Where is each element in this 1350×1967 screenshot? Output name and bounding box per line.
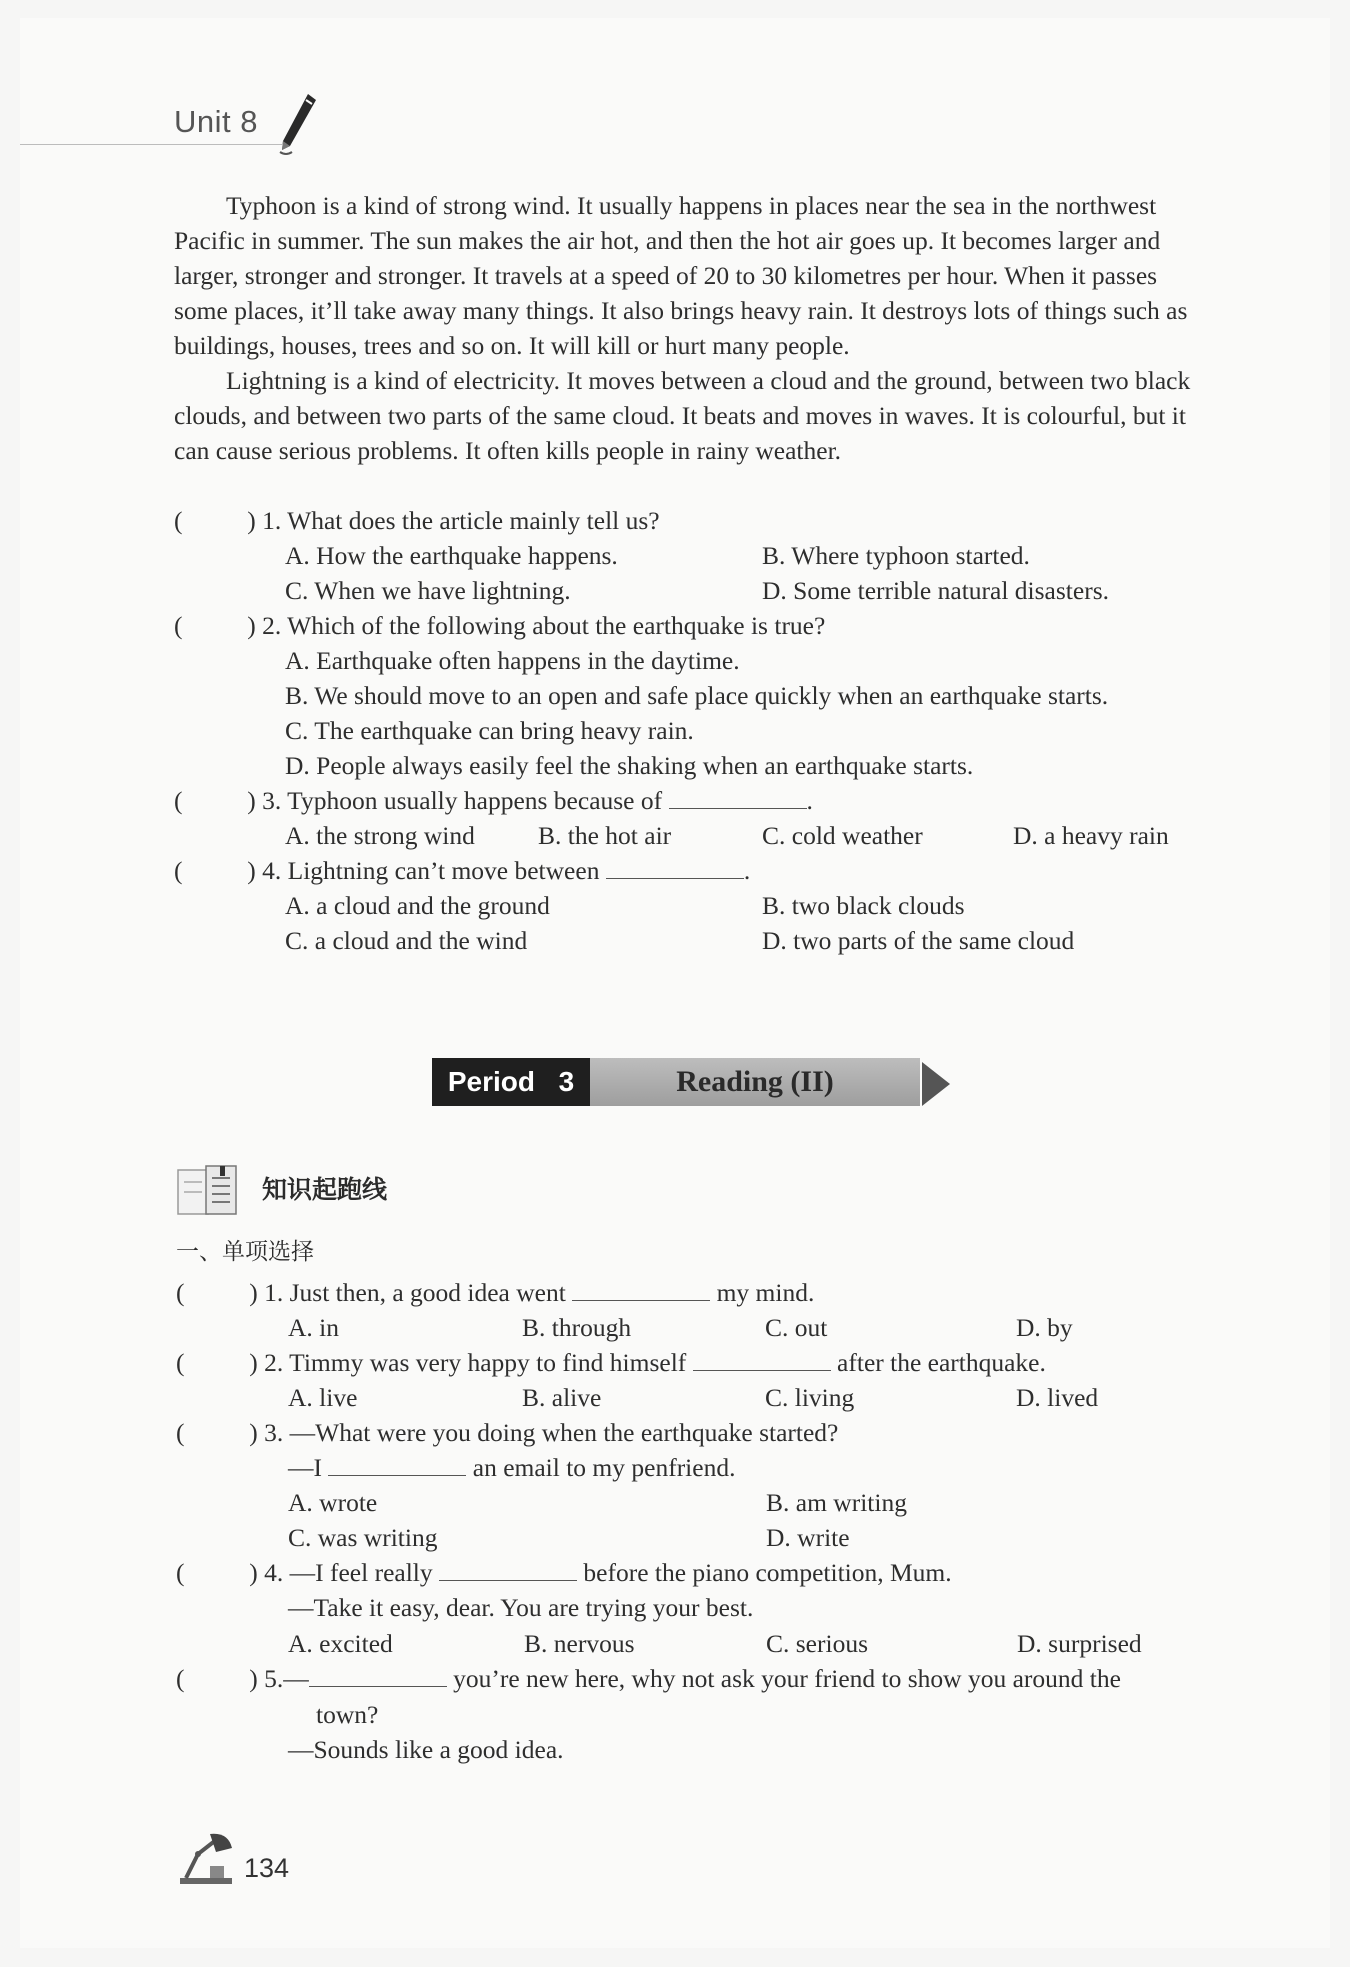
fill-blank[interactable] bbox=[439, 1556, 577, 1581]
option-c: C. was writing bbox=[288, 1523, 438, 1552]
question-end: . bbox=[806, 786, 813, 815]
answer-paren-close: ) bbox=[249, 1418, 258, 1447]
reading-q1 bbox=[174, 503, 660, 538]
section-subtitle: 一、单项选择 bbox=[176, 1239, 314, 1265]
option-d: D. two parts of the same cloud bbox=[762, 926, 1075, 955]
answer-paren-open: ( bbox=[176, 1664, 185, 1693]
option-c: C. a cloud and the wind bbox=[285, 926, 528, 955]
answer-paren-close: ) bbox=[247, 611, 256, 640]
option-c: C. out bbox=[765, 1313, 828, 1342]
passage bbox=[174, 188, 1206, 468]
page-number: 134 bbox=[244, 1853, 290, 1883]
option-c: C. The earthquake can bring heavy rain. bbox=[285, 716, 694, 745]
fill-blank[interactable] bbox=[309, 1662, 447, 1687]
option-a: A. Earthquake often happens in the daytime. bbox=[285, 646, 740, 675]
option-d: D. write bbox=[766, 1523, 850, 1552]
section-title: 知识起跑线 bbox=[262, 1175, 388, 1204]
option-d: D. surprised bbox=[1017, 1629, 1142, 1658]
option-b: B. We should move to an open and safe place quickly when an earthquake starts. bbox=[285, 681, 1109, 710]
dialogue-start: — bbox=[283, 1664, 309, 1693]
option-b: B. alive bbox=[522, 1383, 602, 1412]
question-stem: you’re new here, why not ask your friend to show you around the bbox=[453, 1664, 1121, 1693]
answer-paren-open: ( bbox=[176, 1558, 185, 1587]
fill-blank[interactable] bbox=[328, 1451, 466, 1476]
answer-paren-close: ) bbox=[249, 1558, 258, 1587]
answer-paren-open: ( bbox=[176, 1348, 185, 1377]
answer-paren-close: ) bbox=[249, 1278, 258, 1307]
question-stem-cont: town? bbox=[316, 1700, 379, 1729]
option-a: A. the strong wind bbox=[285, 821, 475, 850]
question-stem: —What were you doing when the earthquake started? bbox=[289, 1418, 839, 1447]
fill-blank[interactable] bbox=[693, 1346, 831, 1371]
passage-paragraph-1: Typhoon is a kind of strong wind. It usually happens in places near the sea in the northwest Pacific in summer. The sun makes the air hot, and then the hot air goes up. It becomes larger and larger, stronger and stronger. It travels at a speed of 20 to 30 kilometres per hour. When it passes some places, it’ll take away many things. It also brings heavy rain. It destroys lots of things such as buildings, houses, trees and so on. It will kill or hurt many people. bbox=[174, 191, 1188, 360]
choice-q2 bbox=[176, 1345, 1046, 1380]
answer-paren-close: ) bbox=[249, 1348, 258, 1377]
option-d: D. lived bbox=[1016, 1383, 1099, 1412]
answer-paren-open: ( bbox=[176, 1278, 185, 1307]
option-b: B. two black clouds bbox=[762, 891, 965, 920]
period-number: 3 bbox=[558, 1066, 575, 1097]
option-c: C. cold weather bbox=[762, 821, 923, 850]
option-d: D. People always easily feel the shaking when an earthquake starts. bbox=[285, 751, 974, 780]
question-stem: 4. Lightning can’t move between bbox=[262, 856, 600, 885]
arrow-right-icon bbox=[922, 1062, 952, 1106]
fill-blank[interactable] bbox=[669, 784, 807, 809]
answer-paren-open: ( bbox=[174, 611, 183, 640]
option-a: A. How the earthquake happens. bbox=[285, 541, 618, 570]
option-b: B. am writing bbox=[766, 1488, 907, 1517]
option-c: C. living bbox=[765, 1383, 855, 1412]
question-stem: —I feel really bbox=[289, 1558, 433, 1587]
reading-q4 bbox=[174, 853, 750, 888]
question-number: 5. bbox=[264, 1664, 284, 1693]
question-stem-end: my mind. bbox=[716, 1278, 815, 1307]
answer-paren-open: ( bbox=[174, 506, 183, 535]
header-rule bbox=[20, 144, 282, 145]
answer-paren-open: ( bbox=[174, 856, 183, 885]
option-c: C. serious bbox=[766, 1629, 868, 1658]
fill-blank[interactable] bbox=[572, 1276, 710, 1301]
question-stem: 3. Typhoon usually happens because of bbox=[262, 786, 663, 815]
passage-paragraph-2: Lightning is a kind of electricity. It moves between a cloud and the ground, between two black clouds, and between two parts of the same cloud. It beats and moves in waves. It is colourful, but it can cause serious problems. It often kills people in rainy weather. bbox=[174, 366, 1191, 465]
question-number: 3. bbox=[264, 1418, 284, 1447]
question-number: 1. bbox=[264, 1278, 284, 1307]
option-b: B. nervous bbox=[524, 1629, 635, 1658]
question-end: . bbox=[743, 856, 751, 885]
unit-title: Unit 8 bbox=[174, 104, 258, 139]
question-stem-end: an email to my penfriend. bbox=[472, 1453, 736, 1482]
period-label: Period bbox=[447, 1066, 535, 1097]
choice-q5 bbox=[176, 1661, 1121, 1696]
period-label-box bbox=[432, 1058, 590, 1106]
choice-q4 bbox=[176, 1555, 952, 1590]
option-d: D. Some terrible natural disasters. bbox=[762, 576, 1109, 605]
option-d: D. by bbox=[1016, 1313, 1073, 1342]
dialogue-reply: —Sounds like a good idea. bbox=[288, 1735, 564, 1764]
choice-q1 bbox=[176, 1275, 814, 1310]
option-b: B. Where typhoon started. bbox=[762, 541, 1030, 570]
choice-q3 bbox=[176, 1415, 838, 1450]
dialogue-reply: —Take it easy, dear. You are trying your best. bbox=[288, 1593, 754, 1622]
answer-paren-close: ) bbox=[247, 786, 256, 815]
period-title: Reading (II) bbox=[590, 1058, 920, 1106]
question-stem: Just then, a good idea went bbox=[289, 1278, 566, 1307]
option-d: D. a heavy rain bbox=[1013, 821, 1169, 850]
option-a: A. in bbox=[288, 1313, 339, 1342]
answer-paren-open: ( bbox=[174, 786, 183, 815]
desk-lamp-icon bbox=[176, 1830, 238, 1888]
option-a: A. excited bbox=[288, 1629, 393, 1658]
answer-paren-close: ) bbox=[247, 506, 256, 535]
dialogue-start: —I bbox=[288, 1453, 322, 1482]
option-c: C. When we have lightning. bbox=[285, 576, 571, 605]
answer-paren-close: ) bbox=[247, 856, 256, 885]
question-stem-end: before the piano competition, Mum. bbox=[583, 1558, 952, 1587]
question-stem: Timmy was very happy to find himself bbox=[289, 1348, 687, 1377]
question-stem: 2. Which of the following about the earthquake is true? bbox=[262, 611, 826, 640]
period-banner bbox=[432, 1058, 952, 1110]
option-a: A. a cloud and the ground bbox=[285, 891, 550, 920]
notebook-icon bbox=[176, 1164, 240, 1218]
question-number: 4. bbox=[264, 1558, 284, 1587]
reading-q3 bbox=[174, 783, 813, 818]
reading-q2 bbox=[174, 608, 825, 643]
answer-paren-open: ( bbox=[176, 1418, 185, 1447]
option-a: A. live bbox=[288, 1383, 358, 1412]
question-stem: 1. What does the article mainly tell us? bbox=[262, 506, 660, 535]
question-stem-end: after the earthquake. bbox=[837, 1348, 1046, 1377]
choice-q3-answer-line bbox=[288, 1450, 735, 1485]
pen-icon bbox=[276, 90, 320, 160]
answer-paren-close: ) bbox=[249, 1664, 258, 1693]
fill-blank[interactable] bbox=[606, 854, 744, 879]
question-number: 2. bbox=[264, 1348, 284, 1377]
option-a: A. wrote bbox=[288, 1488, 378, 1517]
option-b: B. through bbox=[522, 1313, 632, 1342]
option-b: B. the hot air bbox=[538, 821, 672, 850]
